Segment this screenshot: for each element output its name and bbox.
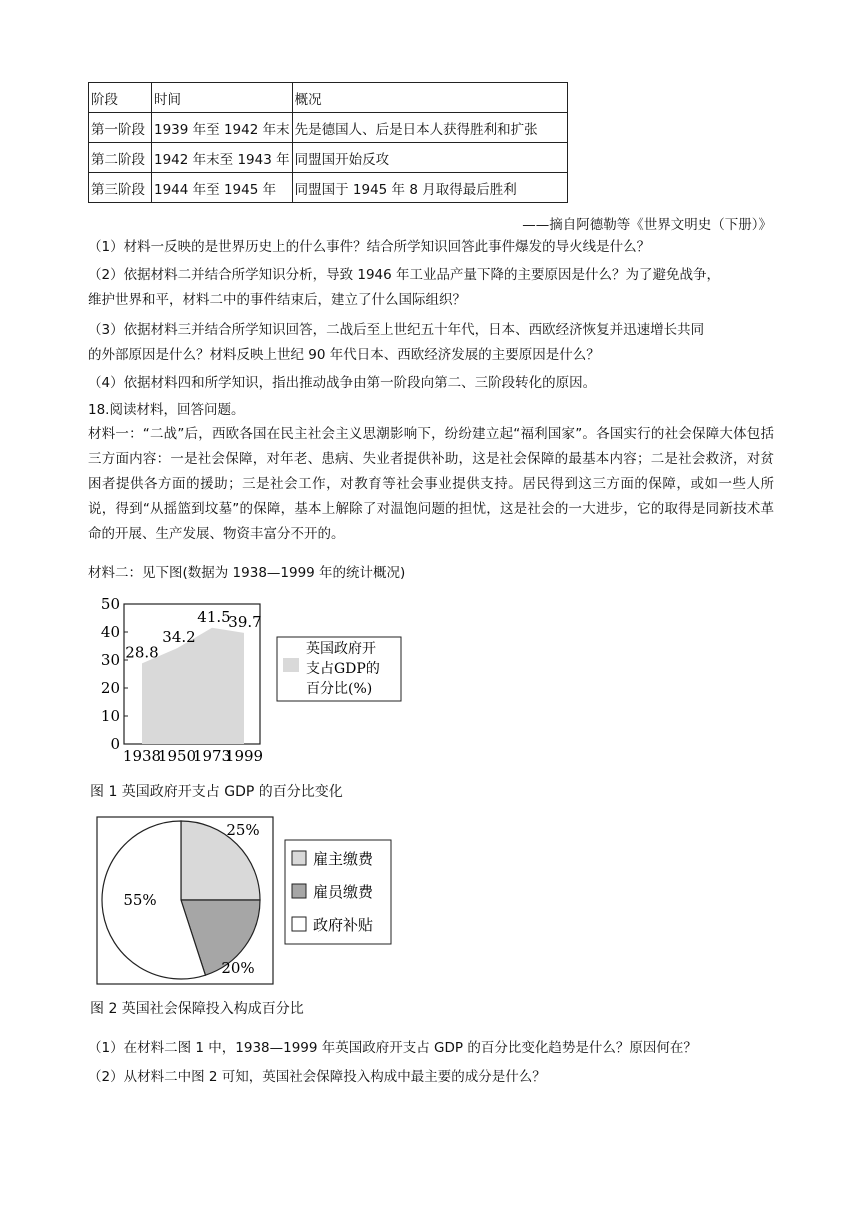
legend-label: 雇员缴费	[313, 883, 374, 901]
question-line: （1）材料一反映的是世界历史上的什么事件？结合所学知识回答此事件爆发的导火线是什么？	[88, 239, 651, 255]
gdp-share-area-chart	[88, 596, 418, 771]
y-tick-label: 10	[100, 707, 120, 725]
x-tick-label: 1950	[157, 747, 197, 765]
figure-2-caption: 图 2 英国社会保障投入构成百分比	[90, 1001, 304, 1017]
table-header-cell: 阶段	[89, 83, 152, 113]
table-header-row	[89, 83, 568, 113]
slice-label: 25%	[226, 821, 260, 839]
legend-swatch	[283, 658, 299, 672]
y-tick-label: 0	[110, 735, 120, 753]
slice-label: 55%	[123, 891, 157, 909]
data-label: 39.7	[228, 612, 262, 631]
y-tick-label: 20	[100, 679, 120, 697]
legend-swatch	[292, 851, 306, 865]
legend-swatch	[292, 917, 306, 931]
question-line: （4）依据材料四和所学知识，指出推动战争由第一阶段向第二、三阶段转化的原因。	[88, 375, 597, 391]
x-tick-label: 1973	[192, 747, 232, 765]
table-row	[89, 143, 568, 173]
y-tick-label: 30	[100, 651, 120, 669]
data-label: 28.8	[125, 643, 159, 662]
source-citation: ——摘自阿德勒等《世界文明史（下册）》	[522, 217, 772, 233]
table-row	[89, 113, 568, 143]
question-line: （1）在材料二图 1 中，1938—1999 年英国政府开支占 GDP 的百分比变化趋势是什么？原因何在？	[88, 1040, 697, 1056]
slice-label: 20%	[221, 959, 255, 977]
table-row	[89, 173, 568, 203]
y-tick-label: 40	[100, 623, 120, 641]
legend-swatch	[292, 884, 306, 898]
table-cell: 同盟国开始反攻	[292, 143, 567, 173]
social-security-pie-chart	[88, 812, 408, 990]
table-cell: 第二阶段	[89, 143, 152, 173]
war-stages-table	[88, 82, 568, 203]
question-line: （2）从材料二中图 2 可知，英国社会保障投入构成中最主要的成分是什么？	[88, 1069, 546, 1085]
legend-label: 政府补贴	[313, 916, 374, 934]
legend-label: 英国政府开	[306, 641, 376, 657]
material-one-paragraph: 材料一：“二战”后，西欧各国在民主社会主义思潮影响下，纷纷建立起“福利国家”。各国实行的社会保障大体包括三方面内容：一是社会保障，对年老、患病、失业者提供补助，这是社会保障的最基本内容；二是社会救济，对贫困者提供各方面的援助；三是社会工作，对教育等社会事业提供支持。居民得到这三方面的保障，或如一些人所说，得到“从摇篮到坟墓”的保障，基本上解除了对温饱问题的担忧，这是社会的一大进步，它的取得是同新技术革命的开展、生产发展、物资丰富分不开的。	[88, 426, 774, 542]
data-label: 41.5	[197, 607, 231, 626]
table-cell: 1939 年至 1942 年末	[152, 113, 293, 143]
question-line: （2）依据材料二并结合所学知识分析，导致 1946 年工业品产量下降的主要原因是什么？为了避免战争，	[88, 267, 721, 283]
table-cell: 先是德国人、后是日本人获得胜利和扩张	[292, 113, 567, 143]
figure-1-caption: 图 1 英国政府开支占 GDP 的百分比变化	[90, 784, 343, 800]
table-header-cell: 时间	[152, 83, 293, 113]
legend-label: 雇主缴费	[313, 850, 374, 868]
x-tick-label: 1999	[224, 747, 264, 765]
x-tick-label: 1938	[122, 747, 162, 765]
material-two-line: 材料二：见下图(数据为 1938—1999 年的统计概况)	[88, 565, 406, 581]
legend-label: 百分比(%)	[306, 681, 373, 697]
table-cell: 第一阶段	[89, 113, 152, 143]
legend-label: 支占GDP的	[306, 661, 380, 677]
question-line: 维护世界和平，材料二中的事件结束后，建立了什么国际组织？	[88, 292, 466, 308]
table-cell: 同盟国于 1945 年 8 月取得最后胜利	[292, 173, 567, 203]
question-line: 的外部原因是什么？材料反映上世纪 90 年代日本、西欧经济发展的主要原因是什么？	[88, 347, 600, 363]
table-cell: 1942 年末至 1943 年	[152, 143, 293, 173]
table-cell: 第三阶段	[89, 173, 152, 203]
table-header-cell: 概况	[292, 83, 567, 113]
y-tick-label: 50	[100, 596, 120, 613]
question-line: （3）依据材料三并结合所学知识回答，二战后至上世纪五十年代，日本、西欧经济恢复并迅速增长共同	[88, 322, 705, 338]
data-label: 34.2	[162, 628, 196, 647]
table-cell: 1944 年至 1945 年	[152, 173, 293, 203]
question-18-title: 18.阅读材料，回答问题。	[88, 402, 245, 418]
